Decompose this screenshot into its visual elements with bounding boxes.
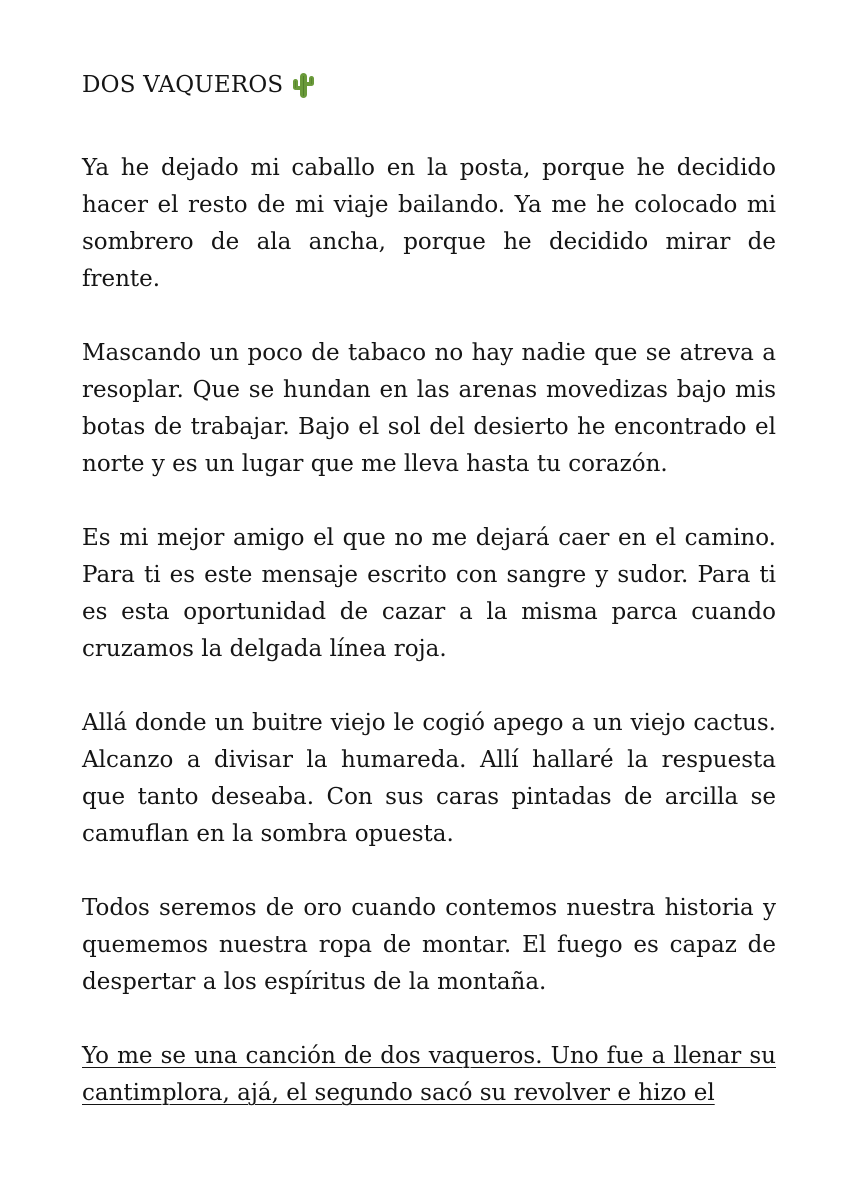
title-row	[82, 70, 776, 100]
paragraph-1: Ya he dejado mi caballo en la posta, porque he decidido hacer el resto de mi viaje bailando. Ya me he colocado mi sombrero de ala ancha, porque he decidido mirar de frente.	[82, 155, 776, 292]
paragraph-2: Mascando un poco de tabaco no hay nadie que se atreva a resoplar. Que se hundan en las arenas movedizas bajo mis botas de trabajar. Bajo el sol del desierto he encontrado el norte y es un lugar que me lleva hasta tu corazón.	[82, 340, 776, 477]
paragraph-4: Allá donde un buitre viejo le cogió apego a un viejo cactus. Alcanzo a divisar la humareda. Allí hallaré la respuesta que tanto deseaba. Con sus caras pintadas de arcilla se camuflan en la sombra opuesta.	[82, 710, 776, 847]
paragraph-6-underlined: Yo me se una canción de dos vaqueros. Uno fue a llenar su cantimplora, ajá, el segundo sacó su revolver e hizo el	[82, 1043, 776, 1106]
document-title: DOS VAQUEROS	[82, 72, 284, 98]
paragraph-5: Todos seremos de oro cuando contemos nuestra historia y quememos nuestra ropa de montar. El fuego es capaz de despertar a los espíritus de la montaña.	[82, 895, 776, 995]
paragraph-3: Es mi mejor amigo el que no me dejará caer en el camino. Para ti es este mensaje escrito con sangre y sudor. Para ti es esta oportunidad de cazar a la misma parca cuando cruzamos la delgada línea roja.	[82, 525, 776, 662]
cactus-icon	[291, 71, 315, 99]
document-page	[82, 70, 776, 1112]
